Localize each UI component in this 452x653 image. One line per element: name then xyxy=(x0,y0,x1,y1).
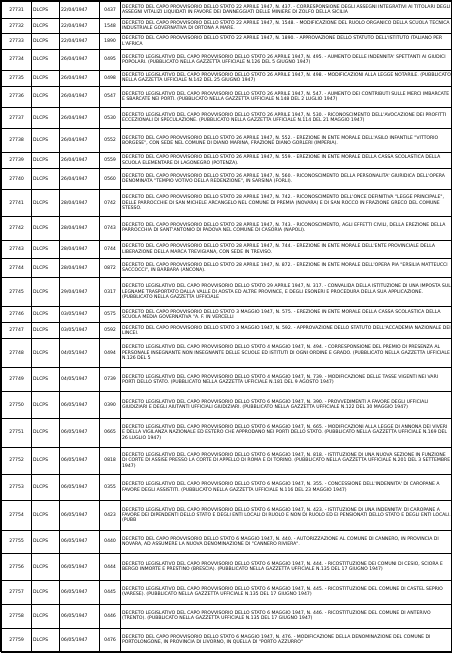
act-description-cell: DECRETO DEL CAPO PROVVISORIO DELLO STATO 22 APRILE 1947, N. 1548. - MODIFICAZIONE DEL RUOLO ORGANICO DELLA SCUOLA TECNICA INDUSTRIALE GOVERNATIVA DI ORTONA A MARE. xyxy=(121,19,452,34)
act-type-cell: DLCPS xyxy=(32,368,60,392)
table-row xyxy=(2,448,452,475)
table-row xyxy=(2,474,452,501)
act-code-cell: 0592 xyxy=(100,323,121,339)
act-code-cell: 0495 xyxy=(100,49,121,70)
act-description-cell: DECRETO LEGISLATIVO DEL CAPO PROVVISORIO DELLO STATO 4 MAGGIO 1947, N. 739. - MODIFICAZIONE DELLE TASSE VIGENTI NEI VARI PORTI DELLO STATO. (PUBBLICATO NELLA GAZZETTA UFFICIALE N.181 DEL 9 AGOSTO 1947) xyxy=(121,368,452,392)
act-description-cell: DECRETO LEGISLATIVO DEL CAPO PROVVISORIO DELLO STATO 26 APRILE 1947, N. 498. - MODIFICAZIONI ALLA LEGGE NOTARILE. (PUBBLICATO NELLA GAZZETTA UFFICIALE N.142 DEL 25 GIUGNO 1947) xyxy=(121,70,452,86)
act-date-cell: 28/04/1947 xyxy=(60,190,100,217)
act-type-cell: DLCPS xyxy=(32,530,60,554)
act-code-cell: 0552 xyxy=(100,129,121,153)
table-row xyxy=(2,604,452,628)
table-row xyxy=(2,86,452,107)
table-row xyxy=(2,628,452,652)
act-type-cell: DLCPS xyxy=(32,418,60,447)
act-type-cell: DLCPS xyxy=(32,86,60,107)
act-number-cell: 27738 xyxy=(2,129,32,153)
act-number-cell: 27731 xyxy=(2,2,32,19)
act-date-cell: 26/04/1947 xyxy=(60,153,100,169)
act-number-cell: 27734 xyxy=(2,49,32,70)
act-type-cell: DLCPS xyxy=(32,108,60,129)
act-date-cell: 06/05/1947 xyxy=(60,501,100,530)
act-date-cell: 06/05/1947 xyxy=(60,530,100,554)
act-description-cell: DECRETO LEGISLATIVO DEL CAPO PROVVISORIO DELLO STATO 6 MAGGIO 1947, N. 446. - RICOSTITUZIONE DEL COMUNE DI ANTERIVO (TRENTO). (PUBBLICATO NELLA GAZZETTA UFFICIALE N.135 DEL 17 GIUGNO 1947) xyxy=(121,604,452,628)
act-description-cell: DECRETO DEL CAPO PROVVISORIO DELLO STATO 26 APRILE 1947, N. 559. - EREZIONE IN ENTE MORALE DELLA CASSA SCOLASTICA DELLA SCUOLA ELEMENTARE DI LAGONEGRO (POTENZA). xyxy=(121,153,452,169)
act-number-cell: 27757 xyxy=(2,581,32,605)
act-description-cell: DECRETO DEL CAPO PROVVISORIO DELLO STATO 28 APRILE 1947, N. 742. - RICONOSCIMENTO DELL'ONCE DEFINITIVA "LEGGE PRINCIPALE", DELLE PARROCCHIE DI SAN MICHELE ARCANGELO NEL COMUNE DI PREMIA (NOVARA) E DI SAN ROCCO IN FRAZIONE GRECO DEL COMUNE STESSO. xyxy=(121,190,452,217)
act-date-cell: 04/05/1947 xyxy=(60,368,100,392)
table-row xyxy=(2,169,452,190)
act-type-cell: DLCPS xyxy=(32,49,60,70)
act-code-cell: 0476 xyxy=(100,628,121,652)
table-row xyxy=(2,19,452,34)
act-code-cell: 0739 xyxy=(100,368,121,392)
act-code-cell: 0494 xyxy=(100,339,121,368)
table-row xyxy=(2,392,452,419)
act-type-cell: DLCPS xyxy=(32,323,60,339)
register-table-body xyxy=(2,2,452,653)
act-description-cell: DECRETO LEGISLATIVO DEL CAPO PROVVISORIO DELLO STATO 6 MAGGIO 1947, N. 818. - ISTITUZIONE DI UNA NUOVA SEZIONE IN FUNZIONE DI CORTE DI ASSISE PRESSO LA CORTE DI APPELLO DI ROMA E DI TORINO. (PUBBLICATO NELLA GAZZETTA UFFICIALE N.201 DEL 3 SETTEMBRE 1947) xyxy=(121,448,452,475)
act-type-cell: DLCPS xyxy=(32,339,60,368)
act-date-cell: 06/05/1947 xyxy=(60,474,100,501)
act-description-cell: DECRETO DEL CAPO PROVVISORIO DELLO STATO 3 MAGGIO 1947, N. 575. - EREZIONE IN ENTE MORALE DELLA CASSA SCOLASTICA DELLA SCUOLA MEDIA GOVERNATIVA "A. F. IN VERCELLI xyxy=(121,307,452,323)
act-type-cell: DLCPS xyxy=(32,2,60,19)
act-number-cell: 27745 xyxy=(2,278,32,307)
act-type-cell: DLCPS xyxy=(32,19,60,34)
act-description-cell: DECRETO DEL CAPO PROVVISORIO DELLO STATO 3 MAGGIO 1947, N. 592. - APPROVAZIONE DELLO STATUTO DELL'ACCADEMIA NAZIONALE DEI LINCEI. xyxy=(121,323,452,339)
act-description-cell: DECRETO DEL CAPO PROVVISORIO DELLO STATO 28 APRILE 1947, N. 743. - RICONOSCIMENTO, AGLI EFFETTI CIVILI, DELLA EREZIONE DELLA PARROCCHIA DI SANT'ANTONIO DI PADOVA NEL COMUNE DI CASORIA (NAPOLI). xyxy=(121,216,452,240)
act-number-cell: 27755 xyxy=(2,530,32,554)
act-date-cell: 26/04/1947 xyxy=(60,108,100,129)
act-type-cell: DLCPS xyxy=(32,501,60,530)
act-type-cell: DLCPS xyxy=(32,628,60,652)
act-date-cell: 26/04/1947 xyxy=(60,70,100,86)
act-description-cell: DECRETO LEGISLATIVO DEL CAPO PROVVISORIO DELLO STATO 29 APRILE 1947, N. 317. - CONVALIDA DELLA ISTITUZIONE DI UNA IMPOSTA SUL LEGNAME TRASPORTATO DALLA VALLE DI AOSTA ED ALTRE PROVINCE, E DEGLI ESONERI E PROCEDURA DELLA SUA APPLICAZIONE. (PUBBLICATO NELLA GAZZETTA UFFICIALE xyxy=(121,278,452,307)
table-row xyxy=(2,259,452,278)
act-date-cell: 03/05/1947 xyxy=(60,307,100,323)
act-number-cell: 27758 xyxy=(2,604,32,628)
act-code-cell: 0423 xyxy=(100,501,121,530)
act-code-cell: 0742 xyxy=(100,190,121,217)
act-description-cell: DECRETO DEL CAPO PROVVISORIO DELLO STATO 22 APRILE 1947, N. 437. - CORRESPONSIONE DEGLI ASSEGNI INTEGRATIVI AI TITOLARI DEGLI ASSEGNI VITALIZI LIQUIDATI IN FAVORE DEI DANNEGGIATI DELLE MINIERE DI ZOLFO DELLA SICILIA xyxy=(121,2,452,19)
act-date-cell: 26/04/1947 xyxy=(60,169,100,190)
act-code-cell: 0665 xyxy=(100,418,121,447)
act-date-cell: 22/04/1947 xyxy=(60,34,100,49)
act-description-cell: DECRETO LEGISLATIVO DEL CAPO PROVVISORIO DELLO STATO 4 MAGGIO 1947, N. 494. - CORRESPONSIONE DEL PREMIO DI PRESENZA AL PERSONALE INSEGNANTE NON INSEGNANTE DELLE SCUOLE ED ISTITUTI DI OGNI ORDINE E GRADO. (PUBBLICATO NELLA GAZZETTA UFFICIALE N.126 DEL 5 xyxy=(121,339,452,368)
act-description-cell: DECRETO LEGISLATIVO DEL CAPO PROVVISORIO DELLO STATO 26 APRILE 1947, N. 547. - AUMENTO DEI CONTRIBUTI SULLE MERCI IMBARCATE E SBARCATE NEI PORTI. (PUBBLICATO NELLA GAZZETTA UFFICIALE N.148 DEL 2 LUGLIO 1947) xyxy=(121,86,452,107)
act-type-cell: DLCPS xyxy=(32,34,60,49)
act-number-cell: 27750 xyxy=(2,392,32,419)
act-date-cell: 28/04/1947 xyxy=(60,240,100,259)
act-description-cell: DECRETO DEL CAPO PROVVISORIO DELLO STATO 26 APRILE 1947, N. 552. - EREZIONE IN ENTE MORALE DELL'ASILO INFANTILE "VITTORIO BORGESE", CON SEDE NEL COMUNE DI DIANO MARINA, FRAZIONE DIANO GORLERI (IMPERIA). xyxy=(121,129,452,153)
act-code-cell: 0355 xyxy=(100,474,121,501)
act-number-cell: 27740 xyxy=(2,169,32,190)
act-code-cell: 0437 xyxy=(100,2,121,19)
act-date-cell: 26/04/1947 xyxy=(60,49,100,70)
act-date-cell: 06/05/1947 xyxy=(60,581,100,605)
act-code-cell: 0440 xyxy=(100,530,121,554)
act-description-cell: DECRETO LEGISLATIVO DEL CAPO PROVVISORIO DELLO STATO 26 APRILE 1947, N. 495. - AUMENTO DELLE INDENNITA' SPETTANTI AI GIUDICI POPOLARI. (PUBBLICATO NELLA GAZZETTA UFFICIALE N.126 DEL 5 GIUGNO 1947) xyxy=(121,49,452,70)
table-row xyxy=(2,2,452,19)
act-description-cell: DECRETO DEL CAPO PROVVISORIO DELLO STATO 28 APRILE 1947, N. 872. - EREZIONE IN ENTE MORALE DELL'OPERA PIA "ERSILIA MATTEUCCI SACCOCCI", IN BARBARA (ANCONA). xyxy=(121,259,452,278)
table-row xyxy=(2,70,452,86)
table-row xyxy=(2,190,452,217)
act-date-cell: 04/05/1947 xyxy=(60,339,100,368)
act-description-cell: DECRETO DEL CAPO PROVVISORIO DELLO STATO 22 APRILE 1947, N. 1890. - APPROVAZIONE DELLO STATUTO DELL'ISTITUTO ITALIANO PER L'AFRICA xyxy=(121,34,452,49)
act-description-cell: DECRETO LEGISLATIVO DEL CAPO PROVVISORIO DELLO STATO 6 MAGGIO 1947, N. 665. - MODIFICAZIONI ALLA LEGGE DI ANNONA DEI VIVERI E DELLA VIGILANZA NAZIONALE ED ESTERO CHE APPRODANO NEI PORTI DELLO STATO. (PUBBLICATO NELLA GAZZETTA UFFICIALE N.169 DEL 26 LUGLIO 1947) xyxy=(121,418,452,447)
act-code-cell: 0818 xyxy=(100,448,121,475)
act-type-cell: DLCPS xyxy=(32,604,60,628)
act-code-cell: 0530 xyxy=(100,108,121,129)
act-date-cell: 06/05/1947 xyxy=(60,604,100,628)
act-code-cell: 1890 xyxy=(100,34,121,49)
act-type-cell: DLCPS xyxy=(32,581,60,605)
act-type-cell: DLCPS xyxy=(32,278,60,307)
act-number-cell: 27751 xyxy=(2,418,32,447)
act-description-cell: DECRETO LEGISLATIVO DEL CAPO PROVVISORIO DELLO STATO 26 APRILE 1947, N. 530. - RICONOSCIMENTO DELL'AVOCAZIONE DEI PROFITTI ECCEZIONALI DI SPECULAZIONE. (PUBBLICATO NELLA GAZZETTA UFFICIALE N.114 DEL 21 MAGGIO 1947) xyxy=(121,108,452,129)
table-row xyxy=(2,129,452,153)
act-number-cell: 27737 xyxy=(2,108,32,129)
table-row xyxy=(2,368,452,392)
act-code-cell: 1548 xyxy=(100,19,121,34)
act-code-cell: 0498 xyxy=(100,70,121,86)
act-type-cell: DLCPS xyxy=(32,392,60,419)
act-description-cell: DECRETO LEGISLATIVO DEL CAPO PROVVISORIO DELLO STATO 6 MAGGIO 1947, N. 355. - CONCESSIONE DELL'INDENNITA' DI CAROPANE A FAVORE DEGLI ASSISTITI. (PUBBLICATO NELLA GAZZETTA UFFICIALE N.116 DEL 23 MAGGIO 1947) xyxy=(121,474,452,501)
act-code-cell: 0444 xyxy=(100,554,121,581)
act-date-cell: 06/05/1947 xyxy=(60,418,100,447)
act-number-cell: 27744 xyxy=(2,259,32,278)
legislation-register-table xyxy=(1,1,452,653)
act-code-cell: 0445 xyxy=(100,581,121,605)
act-code-cell: 0317 xyxy=(100,278,121,307)
act-type-cell: DLCPS xyxy=(32,169,60,190)
act-type-cell: DLCPS xyxy=(32,216,60,240)
act-date-cell: 28/04/1947 xyxy=(60,259,100,278)
act-date-cell: 26/04/1947 xyxy=(60,129,100,153)
act-description-cell: DECRETO LEGISLATIVO DEL CAPO PROVVISORIO DELLO STATO 6 MAGGIO 1947, N. 423. - ISTITUZIONE DI UNA INDENNITA' DI CAROPANE A FAVORE DEI DIPENDENTI DELLO STATO E DEGLI ENTI LOCALI DI RUOLO E NON DI RUOLO ED EI PENSIONATI DELLO STATO E DEGLI ENTI LOCALI. (PUBB xyxy=(121,501,452,530)
act-number-cell: 27733 xyxy=(2,34,32,49)
act-number-cell: 27736 xyxy=(2,86,32,107)
act-number-cell: 27748 xyxy=(2,339,32,368)
act-code-cell: 0744 xyxy=(100,240,121,259)
act-code-cell: 0872 xyxy=(100,259,121,278)
act-code-cell: 0390 xyxy=(100,392,121,419)
table-row xyxy=(2,216,452,240)
act-number-cell: 27735 xyxy=(2,70,32,86)
act-number-cell: 27747 xyxy=(2,323,32,339)
act-date-cell: 03/05/1947 xyxy=(60,323,100,339)
table-row xyxy=(2,501,452,530)
table-row xyxy=(2,49,452,70)
act-code-cell: 0743 xyxy=(100,216,121,240)
act-type-cell: DLCPS xyxy=(32,474,60,501)
act-number-cell: 27753 xyxy=(2,474,32,501)
act-type-cell: DLCPS xyxy=(32,259,60,278)
act-code-cell: 0560 xyxy=(100,169,121,190)
act-code-cell: 0446 xyxy=(100,604,121,628)
act-number-cell: 27741 xyxy=(2,190,32,217)
table-row xyxy=(2,240,452,259)
act-type-cell: DLCPS xyxy=(32,554,60,581)
table-row xyxy=(2,153,452,169)
act-type-cell: DLCPS xyxy=(32,70,60,86)
act-description-cell: DECRETO DEL CAPO PROVVISORIO DELLO STATO 28 APRILE 1947, N. 744. - EREZIONE IN ENTE MORALE DELL'ENTE PROVINCIALE DELLA LIBERAZIONE DELLA MARCA TREVIGIANA, CON SEDE IN TREVISO. xyxy=(121,240,452,259)
act-number-cell: 27752 xyxy=(2,448,32,475)
act-code-cell: 0559 xyxy=(100,153,121,169)
act-code-cell: 0547 xyxy=(100,86,121,107)
act-type-cell: DLCPS xyxy=(32,190,60,217)
table-row xyxy=(2,323,452,339)
act-description-cell: DECRETO LEGISLATIVO DEL CAPO PROVVISORIO DELLO STATO 6 MAGGIO 1947, N. 444. - RICOSTITUZIONE DEI COMUNI DI CESIO, SCIORA E BERGO INMORTE E PRESTINO (BRESCIA). (PUBBLICATO NELLA GAZZETTA UFFICIALE N.135 DEL 17 GIUGNO 1947) xyxy=(121,554,452,581)
act-number-cell: 27743 xyxy=(2,240,32,259)
act-number-cell: 27739 xyxy=(2,153,32,169)
table-row xyxy=(2,530,452,554)
act-date-cell: 06/05/1947 xyxy=(60,392,100,419)
act-code-cell: 0575 xyxy=(100,307,121,323)
act-type-cell: DLCPS xyxy=(32,448,60,475)
act-type-cell: DLCPS xyxy=(32,307,60,323)
act-date-cell: 28/04/1947 xyxy=(60,216,100,240)
table-row xyxy=(2,307,452,323)
act-description-cell: DECRETO DEL CAPO PROVVISORIO DELLO STATO 6 MAGGIO 1947, N. 440. - AUTORIZZAZIONE AL COMUNE DI CANNERO, IN PROVINCIA DI NOVARA, AD ASSUMERE LA NUOVA DENOMINAZIONE DI "CANNERO RIVIERA". xyxy=(121,530,452,554)
table-row xyxy=(2,554,452,581)
act-date-cell: 22/04/1947 xyxy=(60,2,100,19)
act-date-cell: 26/04/1947 xyxy=(60,86,100,107)
act-type-cell: DLCPS xyxy=(32,240,60,259)
act-number-cell: 27746 xyxy=(2,307,32,323)
act-date-cell: 22/04/1947 xyxy=(60,19,100,34)
act-date-cell: 29/04/1947 xyxy=(60,278,100,307)
table-row xyxy=(2,418,452,447)
table-row xyxy=(2,278,452,307)
act-description-cell: DECRETO LEGISLATIVO DEL CAPO PROVVISORIO DELLO STATO 6 MAGGIO 1947, N. 445. - RICOSTITUZIONE DEL COMUNE DI CASTEL SEPRIO (VARESE). (PUBBLICATO NELLA GAZZETTA UFFICIALE N.135 DEL 17 GIUGNO 1947) xyxy=(121,581,452,605)
act-type-cell: DLCPS xyxy=(32,129,60,153)
table-row xyxy=(2,581,452,605)
act-date-cell: 06/05/1947 xyxy=(60,554,100,581)
act-number-cell: 27759 xyxy=(2,628,32,652)
act-number-cell: 27754 xyxy=(2,501,32,530)
act-number-cell: 27756 xyxy=(2,554,32,581)
act-date-cell: 06/05/1947 xyxy=(60,448,100,475)
table-row xyxy=(2,108,452,129)
act-number-cell: 27732 xyxy=(2,19,32,34)
act-description-cell: DECRETO DEL CAPO PROVVISORIO DELLO STATO 6 MAGGIO 1947, N. 476. - MODIFICAZIONE DELLA DENOMINAZIONE DEL COMUNE DI PORTOLONGONE, IN PROVINCIA DI LIVORNO, IN QUELLA DI "PORTO AZZURRO" xyxy=(121,628,452,652)
act-description-cell: DECRETO DEL CAPO PROVVISORIO DELLO STATO 26 APRILE 1947, N. 560. - RICONOSCIMENTO DELLA PERSONALITA' GIURIDICA DELL'OPERA DENOMINATA "TEMPIO VOTIVO DELLA REDENZIONE", IN SARSINA (FORLI). xyxy=(121,169,452,190)
act-type-cell: DLCPS xyxy=(32,153,60,169)
act-date-cell: 06/05/1947 xyxy=(60,628,100,652)
table-row xyxy=(2,34,452,49)
act-description-cell: DECRETO LEGISLATIVO DEL CAPO PROVVISORIO DELLO STATO 6 MAGGIO 1947, N. 390. - PROVVEDIMENTI A FAVORE DEGLI UFFICIALI GIUDIZIARI E DEGLI AIUTANTI UFFICIALI GIUDIZIARI. (PUBBLICATO NELLA GAZZETTA UFFICIALE N.122 DEL 30 MAGGIO 1947) xyxy=(121,392,452,419)
act-number-cell: 27749 xyxy=(2,368,32,392)
act-number-cell: 27742 xyxy=(2,216,32,240)
table-row xyxy=(2,339,452,368)
